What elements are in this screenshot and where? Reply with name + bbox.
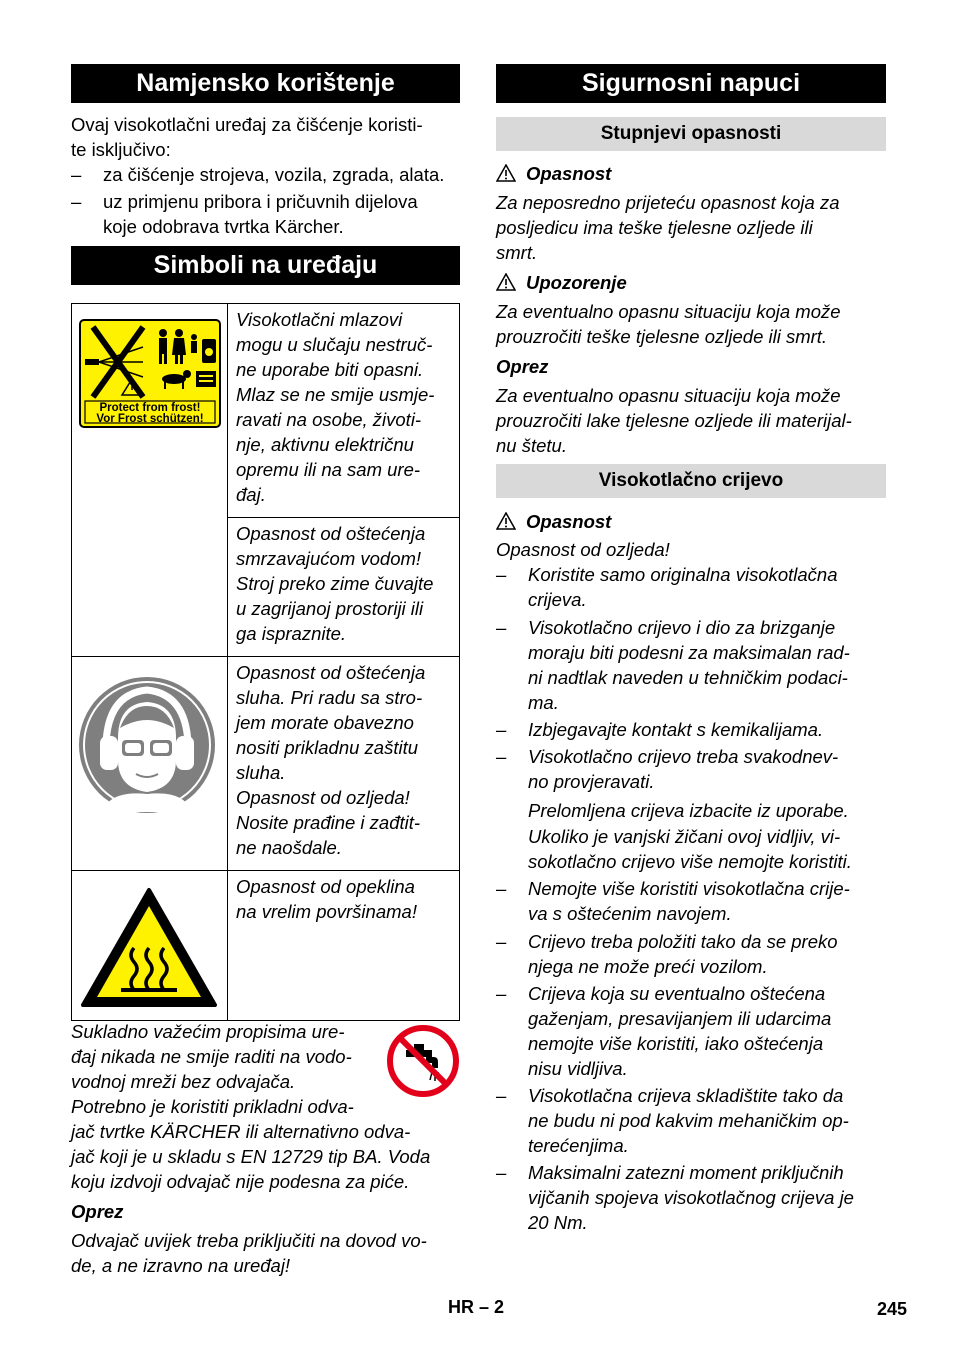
warning-triangle-icon [496, 273, 516, 291]
heading-intended-use: Namjensko korištenje [71, 64, 460, 103]
left-caution-text: Odvajač uvijek treba priključiti na dovod vo- de, a ne izravno na uređaj! [71, 1230, 427, 1276]
hot-surface-warning-icon [79, 886, 219, 1010]
symbols-table [71, 303, 460, 1021]
warning-triangle-icon [496, 164, 516, 182]
use-intro-line-1: Ovaj visokotlačni uređaj za čišćenje koristi- [71, 114, 423, 135]
warning-text: Za eventualno opasnu situaciju koja može prouzročiti teške tjelesne ozljede ili smrt. [496, 301, 841, 347]
symbol-row-2-text: Opasnost od oštećenja sluha. Pri radu sa stro- jem morate obavezno nositi prikladnu zaštitu sluha. Opasnost od ozljeda! Nosite prađine i zađtit- ne naošdale. [236, 662, 426, 858]
symbol-row-3-text: Opasnost od opeklina na vrelim površinama! [236, 876, 417, 922]
subheading-high-pressure-hose: Visokotlačno crijevo [496, 464, 886, 498]
footer-page-number: 245 [877, 1299, 908, 1319]
caution-heading: Oprez [496, 356, 549, 377]
left-caution-label: Oprez [71, 1201, 124, 1222]
ear-eye-protection-icon [78, 676, 216, 814]
high-pressure-warning-sticker-icon [79, 319, 221, 428]
backflow-text: Sukladno važećim propisima ure- đaj nikada ne smije raditi na vodo- vodnoj mreži bez odvajača. Potrebno je koristiti prikladni odva- jač tvrtke KÄRCHER ili alternativno odva- jač koji je u skladu s EN 12729 tip BA. Voda koju izdvoji odvajač nije podesna za piće. [71, 1021, 431, 1192]
symbol-row-1-text: Visokotlačni mlazovi mogu u slučaju nestruč- ne uporabe biti opasni. Mlaz se ne smije usmje- ravati na osobe, životi- nje, aktivnu električnu opremu ili na sam ure- đaj. [236, 309, 435, 505]
heading-device-symbols: Simboli na uređaju [71, 246, 460, 285]
hose-intro: Opasnost od ozljeda! [496, 539, 670, 560]
use-intro-line-2: te isključivo: [71, 139, 171, 160]
footer-language-page: HR – 2 [448, 1297, 505, 1317]
warning-heading: Upozorenje [496, 270, 886, 295]
sticker-text-1: Protect from frost! [99, 402, 201, 414]
subheading-hazard-levels: Stupnjevi opasnosti [496, 117, 886, 151]
danger-text: Za neposredno prijeteću opasnost koja za posljedicu ima teške tjelesne ozljede ili smrt. [496, 192, 840, 263]
hose-danger-heading: Opasnost [496, 509, 886, 534]
caution-text: Za eventualno opasnu situaciju koja može prouzročiti lake tjelesne ozljede ili materijal- nu štetu. [496, 385, 852, 456]
no-direct-drinking-water-connection-icon [386, 1024, 460, 1098]
danger-heading: Opasnost [496, 161, 886, 186]
sticker-text-2: Vor Frost schützen! [96, 413, 204, 425]
warning-triangle-icon [496, 512, 516, 530]
heading-safety-instructions: Sigurnosni napuci [496, 64, 886, 103]
symbol-row-1-frost-text: Opasnost od oštećenja smrzavajućom vodom! Stroj preko zime čuvajte u zagrijanoj prostoriji ili ga ispraznite. [236, 523, 434, 644]
